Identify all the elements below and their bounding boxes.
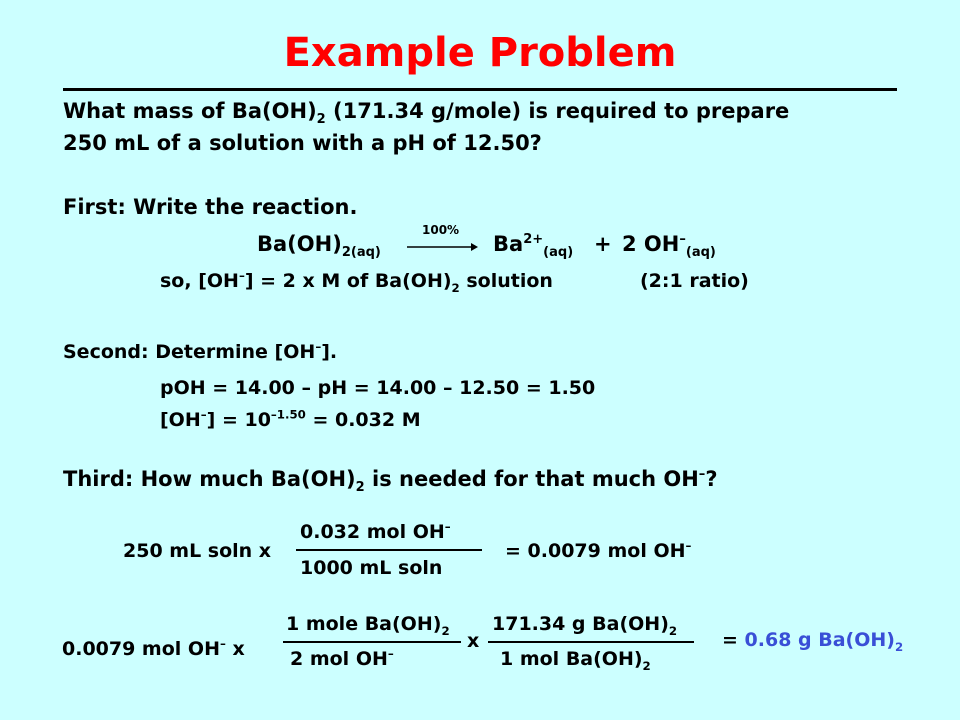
calc2-factor2-numerator: 171.34 g $Ba(OH)_2$: [492, 613, 678, 638]
calc1-left: 250 mL soln x: [123, 540, 272, 562]
concentration-relation: so, [OH–] = 2 x M of $Ba(OH)_2$ solution: [160, 268, 553, 295]
third-step-heading: Third: How much $Ba(OH)_2$ is needed for that much OH–?: [63, 467, 718, 496]
product-barium: $Ba^{2+}_{(aq)}$: [493, 232, 574, 261]
poh-calculation: pOH = 14.00 – pH = 14.00 – 12.50 = 1.50: [160, 377, 596, 399]
calc2-times: x: [467, 630, 480, 652]
calc1-fraction-bar: [296, 549, 482, 551]
slide-title: Example Problem: [283, 30, 677, 76]
calc2-factor1-bar: [283, 641, 461, 643]
product-hydroxide: 2 $OH^-_{(aq)}$: [622, 232, 716, 261]
calc1-denominator: 1000 mL soln: [300, 557, 443, 579]
reaction-arrow-icon: [407, 241, 479, 253]
calc2-factor1-numerator: 1 mole $Ba(OH)_2$: [286, 613, 450, 638]
plus-sign: +: [594, 232, 612, 256]
calc1-numerator: 0.032 mol OH–: [300, 519, 451, 543]
first-step-heading: First: Write the reaction.: [63, 195, 358, 219]
calc2-factor1-denominator: 2 mol OH–: [290, 646, 394, 670]
ratio-note: (2:1 ratio): [640, 270, 749, 292]
reactant: $Ba(OH)_{2(aq)}$: [257, 232, 381, 261]
calc1-result: = 0.0079 mol OH–: [505, 538, 692, 562]
question-line-1: What mass of $Ba(OH)_2$ (171.34 g/mole) is required to prepare: [63, 99, 790, 128]
second-step-heading: Second: Determine [OH–].: [63, 339, 338, 363]
hydroxide-concentration: $[OH^-] = 10^{-1.50} = 0.032$ M: [160, 407, 421, 431]
calc2-factor2-denominator: 1 mol $Ba(OH)_2$: [500, 648, 651, 673]
calc2-factor2-bar: [488, 641, 694, 643]
question-line-2: 250 mL of a solution with a pH of 12.50?: [63, 131, 542, 155]
calc2-left: 0.0079 mol OH– x: [62, 636, 245, 660]
title-divider: [63, 88, 897, 91]
calc2-answer: = 0.68 g $Ba(OH)_2$: [722, 629, 904, 654]
arrow-label: 100%: [422, 223, 460, 237]
